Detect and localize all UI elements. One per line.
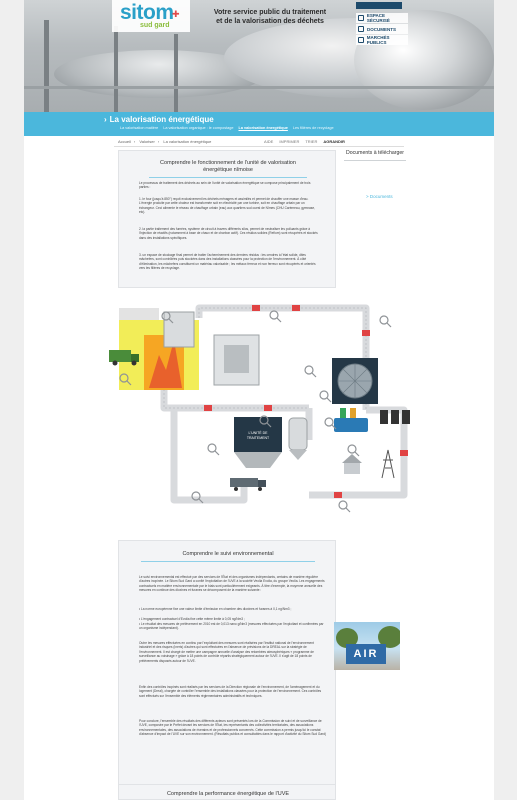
documents-link[interactable]: > Documents [366, 194, 393, 199]
article-paragraph: Le processus de traitement des déchets au sein de l'unité de valorisation énergétique se compose principalement de trois parties : [139, 181, 311, 190]
logo[interactable]: sitom [120, 1, 174, 24]
section-band [24, 112, 494, 136]
documents-sidebar [344, 150, 406, 208]
breadcrumb-item[interactable]: Accueil [118, 139, 131, 144]
tagline: Votre service public du traitement et de la valorisation des déchets [213, 9, 327, 25]
transformer-icon [380, 410, 410, 424]
print-link[interactable]: IMPRIMER [279, 139, 300, 144]
rail-image [174, 34, 178, 112]
article-block-functioning [118, 150, 336, 288]
article-paragraph: 1. le four (jusqu'à 850°) reçoit exclusivement les déchets ménagers et assimilés et permet de chauffer une masse d'eau. L'énergie produite par cette chaleur est transformée soit en électricité par une turbine, soit en chauffage urbain par un échangeur. Ceci alimente le réseau de chauffage urbain (eau) aux quartiers sud ouest de Nîmes (CHU Carémeau, gymnase, etc). [139, 197, 316, 215]
article-paragraph: Le suivi environnemental est effectué par des services de l'État et des organismes indépendants, certains de manière régulière d'autres inopinée. Le Sitom Sud Gard a confié l'exploitation de l'UVE à la société Veolia Evolia, du groupe Veolia. Les engagements contractuels en matière environnementale par le biais sont particulièrement exigeants. À titre d'exemple, la moyenne annuelle des mesures en continue des dioxines et furanes se décomposent de la manière suivante : [139, 575, 325, 593]
page-tools [264, 139, 345, 144]
subnav-item-active[interactable]: La valorisation énergétique [238, 126, 288, 130]
truck-icon [230, 478, 266, 491]
article-title: Comprendre la performance énergétique de l'UVE [166, 791, 290, 797]
utility-menu [356, 2, 408, 46]
house-icon [342, 454, 362, 474]
article-block-environment [118, 540, 336, 790]
air-sign: AIR [346, 644, 386, 664]
logo-star-icon: ✚ [172, 9, 180, 19]
article-paragraph: 3. un espace de stockage final permet de traiter l'acheminement des derniers résidus : les cendres à l'état solide, dites mâchefers, sont contrôlées puis stockées dans des installations classées pour la protection de l'environnement. À côté d'élimination, les mâchefers constituent un matériau valorisable ; les métaux ferreux et non ferreux sont récupérés et orientés vers les filières de recyclage. [139, 253, 316, 271]
article-paragraph: Enfin des contrôles inopinés sont réalisés par les services de la Direction régionale de l'environnement, de l'aménagement et du logement (Dreal), chargée de contrôler l'ensemble des installations classées pour la protection de l'environnement. Ces contrôles sont effectués sur l'ensemble des éléments réglementaires administratifs et techniques. [139, 685, 322, 698]
article-paragraph: • L'engagement contractuel d'Evolia fixe cette même limite à 0,05 ng/Nm3 ; [139, 617, 245, 621]
breadcrumb-item[interactable]: Valoriser [139, 139, 155, 144]
enlarge-link[interactable]: AGRANDIR [323, 139, 345, 144]
briefcase-icon [358, 37, 364, 43]
treatment-label: L'UNITÉ DE [248, 431, 268, 435]
rail-image [24, 86, 494, 89]
breadcrumb-current: La valorisation énergétique [163, 139, 212, 144]
document-icon [358, 26, 364, 32]
article-paragraph: 2. la partie traitement des fumées, système de circuit à travers différents silos, permet de neutraliser les polluants grâce à l'injection de réactifs (notamment à base de chaux et de charbon actif). Ces résidus solides (Refiom) sont récupérés et stockés dans des installations spécifiques. [139, 227, 318, 240]
article-title: Comprendre le fonctionnement de l'unité de valorisation énergétique nîmoise [149, 160, 307, 178]
subnav-item[interactable]: La valorisation organique : le compostage [163, 126, 234, 130]
article-title: Comprendre le suivi environnemental [141, 551, 315, 562]
utility-secure-space[interactable]: ESPACE SÉCURISÉ [356, 13, 408, 23]
section-title: › La valorisation énergétique [104, 115, 214, 124]
silo [289, 418, 307, 450]
generator-icon [334, 408, 368, 432]
rail-image [44, 20, 49, 112]
utility-documents[interactable]: DOCUMENTS [356, 24, 408, 34]
chevron-right-icon: › [104, 115, 107, 124]
header-banner [24, 0, 494, 112]
rail-image [114, 26, 118, 112]
divider [114, 146, 404, 147]
search-bar[interactable] [356, 2, 402, 9]
utility-public-markets[interactable]: MARCHÉS PUBLICS [356, 35, 408, 45]
article-paragraph: • La norme européenne fixe une valeur limite d'émission en chambre des dioxines et furanes à 0,1 ng/Nm3 ; [139, 607, 292, 611]
article-paragraph: • Le résultat des mesures de prélèvement en 2010 est de 0,013 nano g/Nm3 (mesures effectuées par l'exploitant et confirmées par un organisme indépendant). [139, 622, 324, 631]
sort-link[interactable]: TRIER [305, 139, 318, 144]
breadcrumb: Accueil › Valoriser › La valorisation énergétique [118, 139, 212, 144]
lock-icon [358, 15, 364, 21]
svg-text:TRAITEMENT: TRAITEMENT [246, 436, 270, 440]
subnav-item[interactable]: Les filières de recyclage [292, 126, 334, 130]
page [24, 0, 494, 800]
subnav-item[interactable]: La valorisation matière [120, 126, 159, 130]
air-monitoring-photo [334, 622, 400, 670]
logo-subtitle: sud gard [140, 22, 170, 29]
article-paragraph: Outre les mesures effectuées en continu par l'exploitant des mesures sont réalisées par l'institut national de l'environnement industriel et des risques (Ineris) d'autres qui sont effectuées en l'absence de prévisions de la DREAL sur la stratégie de l'environnement. Il est chargé de mettre une campagne annuelle d'analyse des retombées atmosphériques « programme de surveillance au voisinage » grâce à 18 points de contrôle répartis stratégiquement autour de l'UVE. Il s'agit de 18 points de prélèvements disposés autour de l'UVE. [139, 641, 314, 663]
pylon-icon [382, 450, 394, 478]
documents-title: Documents à télécharger [344, 150, 406, 161]
article-block-performance [118, 784, 336, 800]
plant-diagram [104, 300, 424, 515]
section-subnav [120, 126, 334, 130]
article-paragraph: Pour conclure, l'ensemble des résultats des différents acteurs sont présentés lors de la Commission de suivi et de surveillance de l'UVE, composée par le Préfet devant les services de l'État, les représentants des collectivités territoriales, des associations environnementales, des associations de riverains et de professionnels concernés. Cette commission a permis jusqu'ici le constat d'absence d'impact de l'UVE sur son environnement. (Résultats publics et consultables dans le rapport d'activité du Sitom Sud Gard) [139, 719, 327, 737]
help-link[interactable]: AIDE [264, 139, 274, 144]
